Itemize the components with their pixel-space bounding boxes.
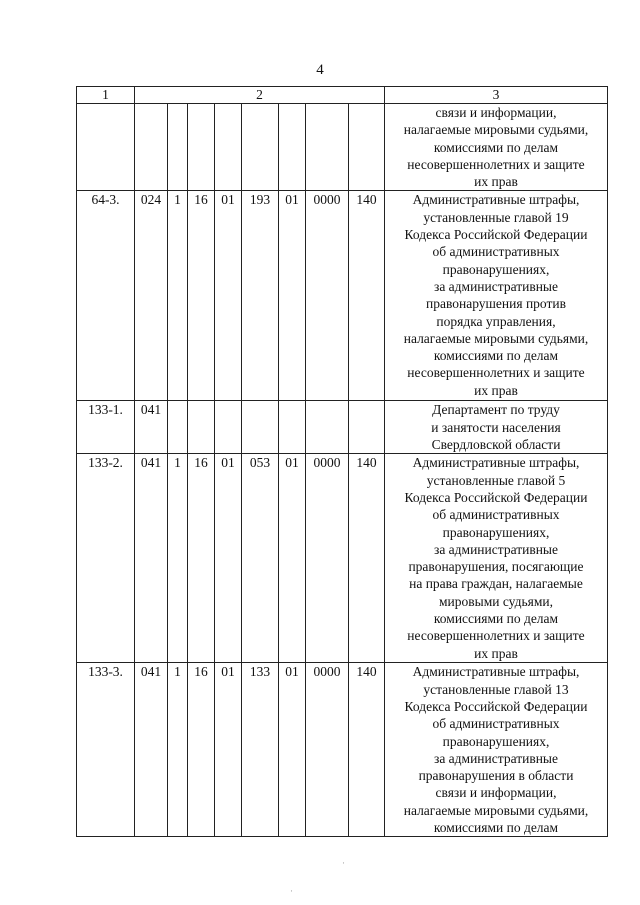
description-line: Свердловской области <box>431 437 561 453</box>
code-cell <box>242 104 279 191</box>
code-cell <box>215 104 242 191</box>
code-cell <box>279 401 306 454</box>
description-line: Кодекса Российской Федерации <box>404 489 588 505</box>
description-line: Административные штрафы, <box>412 455 580 471</box>
code-cell: 041 <box>135 401 168 454</box>
description-line: порядка управления, <box>436 313 556 329</box>
description-line: Кодекса Российской Федерации <box>404 227 588 243</box>
table-row <box>77 454 608 663</box>
header-col-1: 1 <box>77 87 135 104</box>
code-cell <box>168 401 188 454</box>
table-row <box>77 401 608 454</box>
description-line: их прав <box>474 174 518 190</box>
budget-codes-table <box>76 86 608 837</box>
description-line: налагаемые мировыми судьями, <box>403 802 589 818</box>
page-number: 4 <box>316 62 324 78</box>
code-cell: 133 <box>242 663 279 837</box>
description-line: комиссиями по делам <box>433 611 559 627</box>
header-col-3: 3 <box>385 87 608 104</box>
row-number: 133-3. <box>77 663 135 837</box>
code-cell <box>349 401 385 454</box>
row-number <box>77 104 135 191</box>
description-cell <box>385 401 608 454</box>
scan-speck: · <box>290 886 293 896</box>
description-line: связи и информации, <box>435 785 557 801</box>
code-cell: 16 <box>188 454 215 663</box>
code-cell <box>306 401 349 454</box>
description-cell <box>385 191 608 401</box>
code-cell: 140 <box>349 663 385 837</box>
code-cell: 01 <box>279 191 306 401</box>
description-line: об административных <box>432 507 560 523</box>
code-cell <box>135 104 168 191</box>
code-cell: 1 <box>168 454 188 663</box>
description-line: за административные <box>433 278 558 294</box>
description-line: за административные <box>433 750 558 766</box>
code-cell <box>306 104 349 191</box>
description-line: правонарушениях, <box>442 261 550 277</box>
description-line: несовершеннолетних и защите <box>407 365 585 381</box>
code-cell: 1 <box>168 191 188 401</box>
code-cell <box>215 401 242 454</box>
code-cell: 01 <box>215 454 242 663</box>
row-number: 64-3. <box>77 191 135 401</box>
description-line: Кодекса Российской Федерации <box>404 698 588 714</box>
code-cell <box>168 104 188 191</box>
code-cell <box>349 104 385 191</box>
row-number: 133-2. <box>77 454 135 663</box>
code-cell: 024 <box>135 191 168 401</box>
code-cell <box>242 401 279 454</box>
description-line: их прав <box>474 382 518 398</box>
description-line: установленные главой 13 <box>423 681 569 697</box>
code-cell: 01 <box>279 454 306 663</box>
description-line: об административных <box>432 716 560 732</box>
code-cell: 16 <box>188 663 215 837</box>
description-line: правонарушения в области <box>418 768 574 784</box>
code-cell: 0000 <box>306 663 349 837</box>
description-cell <box>385 104 608 191</box>
table-row <box>77 191 608 401</box>
description-line: комиссиями по делам <box>433 820 559 836</box>
code-cell: 01 <box>215 663 242 837</box>
description-line: Административные штрафы, <box>412 192 580 208</box>
description-line: Департамент по труду <box>432 402 560 418</box>
description-line: правонарушения, посягающие <box>408 559 584 575</box>
code-cell <box>188 104 215 191</box>
description-cell <box>385 663 608 837</box>
code-cell: 053 <box>242 454 279 663</box>
description-cell <box>385 454 608 663</box>
table-row <box>77 663 608 837</box>
code-cell <box>188 401 215 454</box>
description-line: за административные <box>433 541 558 557</box>
code-cell: 1 <box>168 663 188 837</box>
description-line: мировыми судьями, <box>439 593 553 609</box>
description-line: об административных <box>432 244 560 260</box>
row-number: 133-1. <box>77 401 135 454</box>
description-line: правонарушениях, <box>442 524 550 540</box>
code-cell: 01 <box>279 663 306 837</box>
code-cell: 193 <box>242 191 279 401</box>
code-cell: 0000 <box>306 454 349 663</box>
description-line: несовершеннолетних и защите <box>407 156 585 172</box>
code-cell <box>279 104 306 191</box>
code-cell: 0000 <box>306 191 349 401</box>
code-cell: 140 <box>349 454 385 663</box>
description-line: установленные главой 19 <box>423 209 569 225</box>
description-line: установленные главой 5 <box>426 472 566 488</box>
code-cell: 140 <box>349 191 385 401</box>
description-line: связи и информации, <box>435 105 557 120</box>
description-line: налагаемые мировыми судьями, <box>403 330 589 346</box>
scan-speck: · <box>342 858 345 868</box>
description-line: комиссиями по делам <box>433 139 559 155</box>
description-line: их прав <box>474 645 518 661</box>
description-line: на права граждан, налагаемые <box>409 576 583 592</box>
header-col-2: 2 <box>135 87 385 104</box>
code-cell: 041 <box>135 454 168 663</box>
code-cell: 16 <box>188 191 215 401</box>
description-line: комиссиями по делам <box>433 348 559 364</box>
table-row <box>77 104 608 191</box>
table-header-row <box>77 87 608 104</box>
description-line: несовершеннолетних и защите <box>407 628 585 644</box>
code-cell: 01 <box>215 191 242 401</box>
description-line: Административные штрафы, <box>412 664 580 680</box>
description-line: и занятости населения <box>431 419 561 435</box>
code-cell: 041 <box>135 663 168 837</box>
description-line: налагаемые мировыми судьями, <box>403 122 589 138</box>
description-line: правонарушения против <box>425 296 566 312</box>
description-line: правонарушениях, <box>442 733 550 749</box>
